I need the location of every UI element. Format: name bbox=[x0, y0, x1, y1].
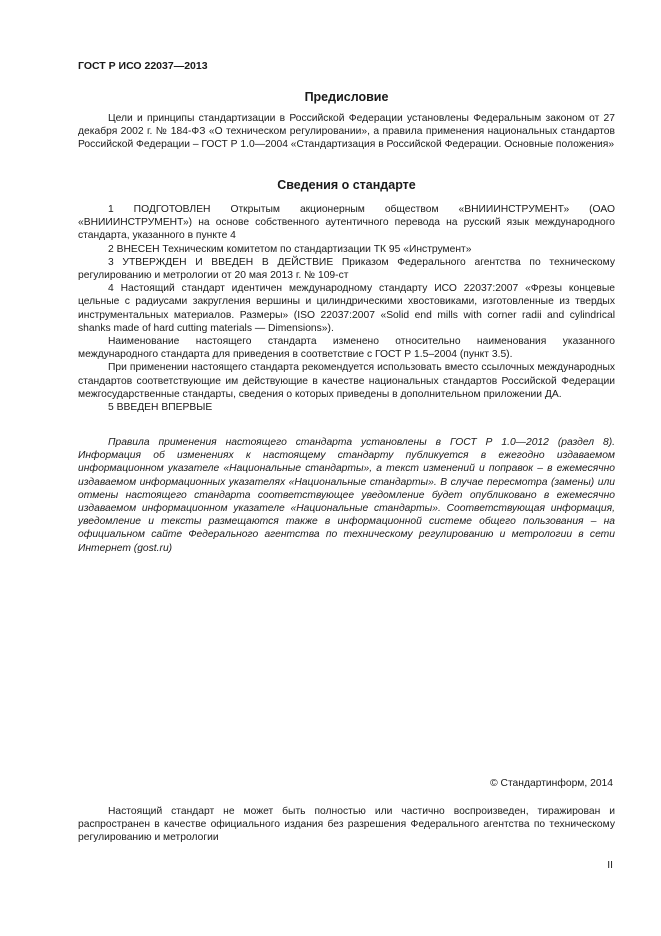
info-item-4-note-2: При применении настоящего стандарта рекомендуется использовать вместо ссылочных международных стандартов соответствующие им действующие в качестве национальных стандартов Российской Федерации межгосударственные стандарты, сведения о которых приведены в дополнительном приложении ДА. bbox=[78, 362, 615, 400]
document-code: ГОСТ Р ИСО 22037—2013 bbox=[78, 60, 208, 72]
info-item-2: 2 ВНЕСЕН Техническим комитетом по стандартизации ТК 95 «Инструмент» bbox=[108, 243, 472, 255]
info-item-5: 5 ВВЕДЕН ВПЕРВЫЕ bbox=[108, 402, 213, 414]
page-number: II bbox=[607, 860, 613, 871]
foreword-paragraph: Цели и принципы стандартизации в Российской Федерации установлены Федеральным законом от 27 декабря 2002 г. № 184-ФЗ «О техническом регулировании», а правила применения национальных стандартов Российской Федерации – ГОСТ Р 1.0—2004 «Стандартизация в Российской Федерации. Основные положения» bbox=[78, 113, 615, 151]
copyright: © Стандартинформ, 2014 bbox=[490, 778, 613, 789]
application-notice bbox=[78, 436, 615, 555]
info-item-4: 4 Настоящий стандарт идентичен международному стандарту ИСО 22037:2007 «Фрезы концевые цельные с радиусами закругления вершины и цилиндрическими хвостовиками, изготовленные из твердых инструментальных материалов. Размеры» (ISO 22037:2007 «Solid end mills with corner radii and cylindrical shanks made of hard cutting materials — Dimensions»). bbox=[78, 283, 615, 334]
reproduction-paragraph: Настоящий стандарт не может быть полностью или частично воспроизведен, тиражирован и распространен в качестве официального издания без разрешения Федерального агентства по техническому регулированию и метрологии bbox=[78, 806, 615, 844]
info-title: Сведения о стандарте bbox=[277, 178, 416, 192]
foreword-title: Предисловие bbox=[304, 90, 389, 104]
reproduction-notice bbox=[78, 805, 615, 845]
info-item-4-note-1: Наименование настоящего стандарта изменено относительно наименования указанного международного стандарта для приведения в соответствие с ГОСТ Р 1.5–2004 (пункт 3.5). bbox=[78, 336, 615, 361]
info-item-3: 3 УТВЕРЖДЕН И ВВЕДЕН В ДЕЙСТВИЕ Приказом Федерального агентства по техническому регулированию и метрологии от 20 мая 2013 г. № 109-ст bbox=[78, 256, 615, 282]
info-item-1: 1 ПОДГОТОВЛЕН Открытым акционерным обществом «ВНИИИНСТРУМЕНТ» (ОАО «ВНИИИНСТРУМЕНТ») на основе собственного аутентичного перевода на русский язык международного стандарта, указанного в пункте 4 bbox=[78, 204, 615, 242]
notice-paragraph: Правила применения настоящего стандарта установлены в ГОСТ Р 1.0—2012 (раздел 8). Информация об изменениях к настоящему стандарту публикуется в ежегодно издаваемом информационном указателе «Национальные стандарты», а текст изменений и поправок – в ежемесячно издаваемом информационных указателях «Национальные стандарты». В случае пересмотра (замены) или отмены настоящего стандарта соответствующее уведомление будет опубликовано в ежемесячно издаваемом информационном указателе «Национальные стандарты». Соответствующая информация, уведомление и тексты размещаются также в информационной системе общего пользования – на официальном сайте Федерального агентства по техническому регулированию и метрологии в сети Интернет (gost.ru) bbox=[78, 437, 615, 554]
foreword-section bbox=[78, 112, 615, 152]
info-section bbox=[78, 203, 615, 414]
